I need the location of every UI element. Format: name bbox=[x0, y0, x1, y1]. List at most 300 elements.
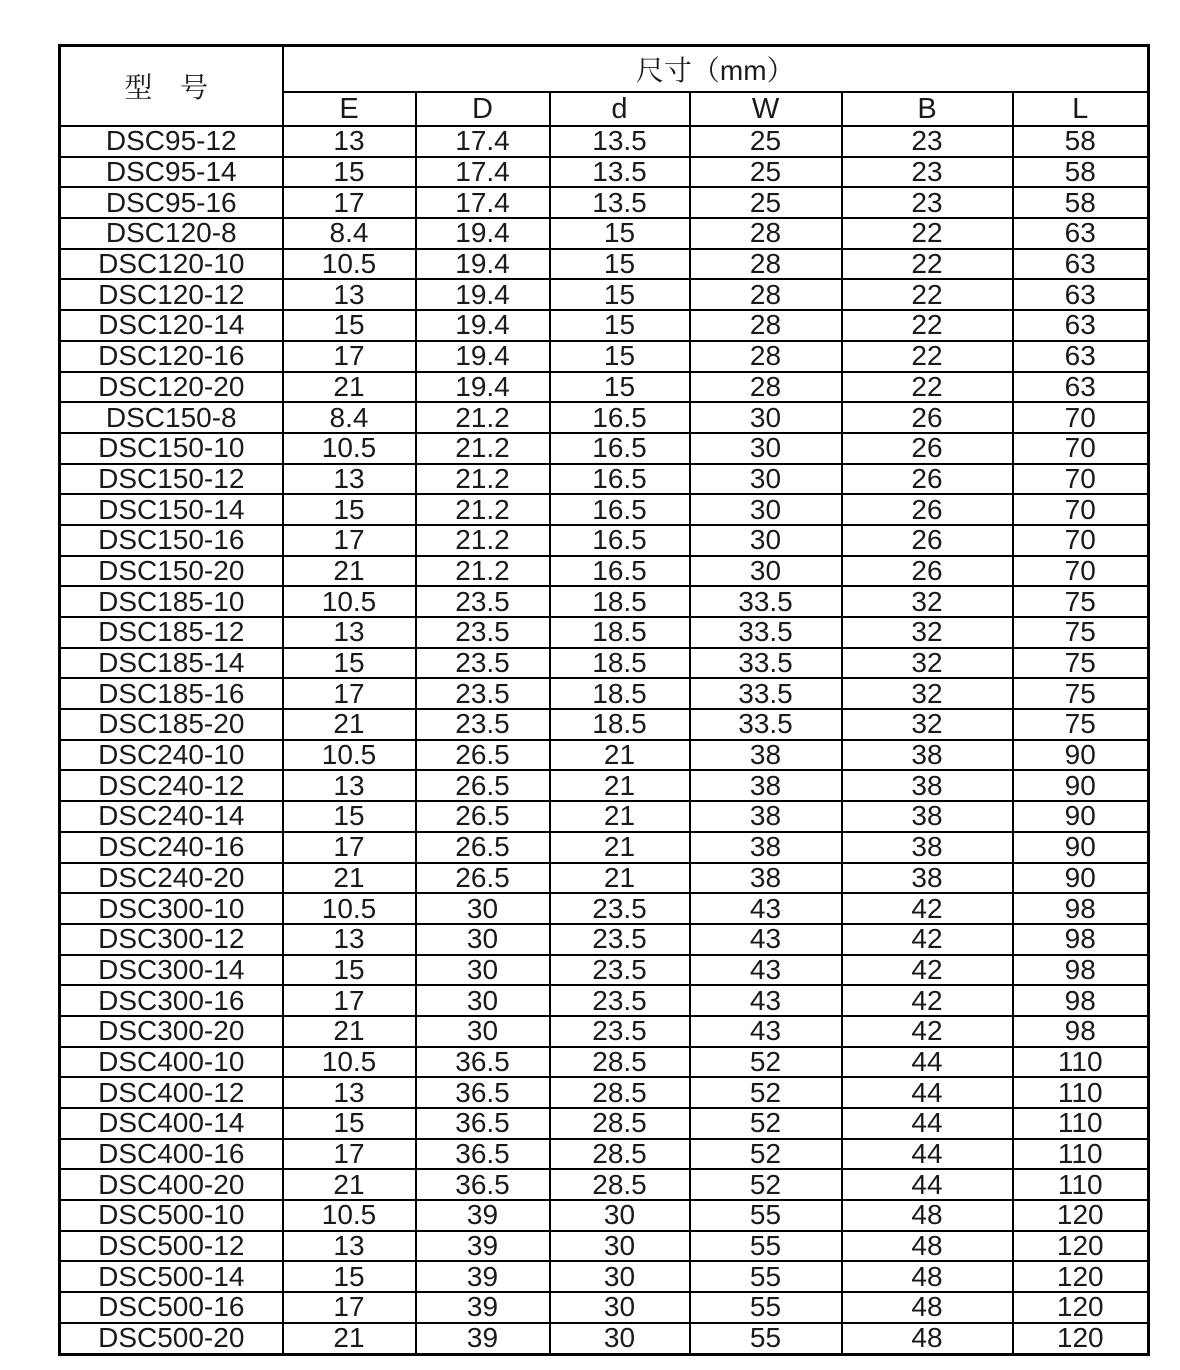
value-cell: 19.4 bbox=[416, 372, 550, 403]
value-cell: 19.4 bbox=[416, 218, 550, 249]
value-cell: 98 bbox=[1013, 924, 1149, 955]
value-cell: 43 bbox=[690, 985, 842, 1016]
value-cell: 22 bbox=[842, 279, 1013, 310]
table-row bbox=[60, 1169, 1149, 1200]
value-cell: 48 bbox=[842, 1323, 1013, 1354]
value-cell: 21 bbox=[283, 709, 416, 740]
model-cell: DSC95-14 bbox=[60, 157, 283, 188]
value-cell: 55 bbox=[690, 1323, 842, 1354]
value-cell: 55 bbox=[690, 1292, 842, 1323]
value-cell: 33.5 bbox=[690, 709, 842, 740]
value-cell: 70 bbox=[1013, 464, 1149, 495]
value-cell: 19.4 bbox=[416, 341, 550, 372]
value-cell: 22 bbox=[842, 341, 1013, 372]
spec-table-container bbox=[58, 44, 1150, 1356]
value-cell: 55 bbox=[690, 1200, 842, 1231]
value-cell: 13 bbox=[283, 924, 416, 955]
value-cell: 39 bbox=[416, 1261, 550, 1292]
model-cell: DSC240-16 bbox=[60, 832, 283, 863]
table-row bbox=[60, 1077, 1149, 1108]
value-cell: 15 bbox=[550, 218, 690, 249]
value-cell: 21 bbox=[283, 863, 416, 894]
model-cell: DSC500-14 bbox=[60, 1261, 283, 1292]
value-cell: 63 bbox=[1013, 279, 1149, 310]
value-cell: 38 bbox=[690, 863, 842, 894]
model-cell: DSC185-12 bbox=[60, 617, 283, 648]
model-cell: DSC300-20 bbox=[60, 1016, 283, 1047]
value-cell: 10.5 bbox=[283, 249, 416, 280]
value-cell: 21.2 bbox=[416, 433, 550, 464]
value-cell: 23.5 bbox=[416, 586, 550, 617]
value-cell: 16.5 bbox=[550, 525, 690, 556]
value-cell: 52 bbox=[690, 1047, 842, 1078]
value-cell: 19.4 bbox=[416, 310, 550, 341]
value-cell: 52 bbox=[690, 1108, 842, 1139]
table-row bbox=[60, 1047, 1149, 1078]
value-cell: 23.5 bbox=[416, 648, 550, 679]
table-row bbox=[60, 310, 1149, 341]
value-cell: 21.2 bbox=[416, 556, 550, 587]
value-cell: 28.5 bbox=[550, 1169, 690, 1200]
value-cell: 25 bbox=[690, 187, 842, 218]
model-cell: DSC300-16 bbox=[60, 985, 283, 1016]
table-row bbox=[60, 402, 1149, 433]
model-cell: DSC400-10 bbox=[60, 1047, 283, 1078]
table-row bbox=[60, 341, 1149, 372]
value-cell: 15 bbox=[283, 494, 416, 525]
model-cell: DSC500-20 bbox=[60, 1323, 283, 1354]
value-cell: 16.5 bbox=[550, 402, 690, 433]
value-cell: 13 bbox=[283, 464, 416, 495]
value-cell: 23.5 bbox=[416, 617, 550, 648]
value-cell: 38 bbox=[842, 770, 1013, 801]
model-cell: DSC240-14 bbox=[60, 801, 283, 832]
value-cell: 28.5 bbox=[550, 1047, 690, 1078]
table-row bbox=[60, 433, 1149, 464]
value-cell: 33.5 bbox=[690, 648, 842, 679]
value-cell: 16.5 bbox=[550, 556, 690, 587]
value-cell: 70 bbox=[1013, 402, 1149, 433]
value-cell: 10.5 bbox=[283, 740, 416, 771]
value-cell: 90 bbox=[1013, 801, 1149, 832]
value-cell: 15 bbox=[283, 955, 416, 986]
model-cell: DSC95-12 bbox=[60, 126, 283, 157]
value-cell: 48 bbox=[842, 1200, 1013, 1231]
value-cell: 26.5 bbox=[416, 770, 550, 801]
value-cell: 63 bbox=[1013, 372, 1149, 403]
value-cell: 15 bbox=[283, 1261, 416, 1292]
table-row bbox=[60, 556, 1149, 587]
value-cell: 10.5 bbox=[283, 433, 416, 464]
header-row-top bbox=[60, 46, 1149, 93]
value-cell: 58 bbox=[1013, 157, 1149, 188]
column-header-E: E bbox=[283, 92, 416, 126]
value-cell: 21.2 bbox=[416, 402, 550, 433]
value-cell: 38 bbox=[690, 801, 842, 832]
value-cell: 17 bbox=[283, 1139, 416, 1170]
value-cell: 52 bbox=[690, 1139, 842, 1170]
value-cell: 15 bbox=[283, 801, 416, 832]
value-cell: 10.5 bbox=[283, 1200, 416, 1231]
value-cell: 120 bbox=[1013, 1323, 1149, 1354]
column-header-B: B bbox=[842, 92, 1013, 126]
table-row bbox=[60, 157, 1149, 188]
table-row bbox=[60, 709, 1149, 740]
value-cell: 98 bbox=[1013, 985, 1149, 1016]
value-cell: 15 bbox=[283, 1108, 416, 1139]
table-row bbox=[60, 1200, 1149, 1231]
value-cell: 90 bbox=[1013, 740, 1149, 771]
value-cell: 43 bbox=[690, 893, 842, 924]
value-cell: 16.5 bbox=[550, 464, 690, 495]
model-cell: DSC400-16 bbox=[60, 1139, 283, 1170]
model-cell: DSC185-20 bbox=[60, 709, 283, 740]
value-cell: 26 bbox=[842, 494, 1013, 525]
value-cell: 63 bbox=[1013, 310, 1149, 341]
column-header-W: W bbox=[690, 92, 842, 126]
value-cell: 63 bbox=[1013, 341, 1149, 372]
value-cell: 21 bbox=[550, 801, 690, 832]
value-cell: 120 bbox=[1013, 1261, 1149, 1292]
value-cell: 17 bbox=[283, 187, 416, 218]
value-cell: 43 bbox=[690, 1016, 842, 1047]
value-cell: 15 bbox=[550, 341, 690, 372]
table-row bbox=[60, 924, 1149, 955]
value-cell: 75 bbox=[1013, 586, 1149, 617]
value-cell: 44 bbox=[842, 1108, 1013, 1139]
value-cell: 55 bbox=[690, 1231, 842, 1262]
value-cell: 13.5 bbox=[550, 157, 690, 188]
value-cell: 32 bbox=[842, 709, 1013, 740]
table-row bbox=[60, 1016, 1149, 1047]
table-row bbox=[60, 617, 1149, 648]
value-cell: 21 bbox=[550, 770, 690, 801]
value-cell: 30 bbox=[416, 893, 550, 924]
value-cell: 15 bbox=[283, 310, 416, 341]
model-cell: DSC300-10 bbox=[60, 893, 283, 924]
value-cell: 23.5 bbox=[550, 985, 690, 1016]
value-cell: 21 bbox=[550, 832, 690, 863]
table-row bbox=[60, 648, 1149, 679]
value-cell: 30 bbox=[690, 556, 842, 587]
dimensions-spec-table bbox=[58, 44, 1150, 1356]
value-cell: 33.5 bbox=[690, 678, 842, 709]
model-cell: DSC240-20 bbox=[60, 863, 283, 894]
value-cell: 48 bbox=[842, 1261, 1013, 1292]
value-cell: 17 bbox=[283, 985, 416, 1016]
value-cell: 18.5 bbox=[550, 709, 690, 740]
value-cell: 10.5 bbox=[283, 586, 416, 617]
value-cell: 19.4 bbox=[416, 249, 550, 280]
table-row bbox=[60, 372, 1149, 403]
value-cell: 63 bbox=[1013, 218, 1149, 249]
value-cell: 21.2 bbox=[416, 464, 550, 495]
table-row bbox=[60, 1139, 1149, 1170]
value-cell: 22 bbox=[842, 249, 1013, 280]
model-cell: DSC120-14 bbox=[60, 310, 283, 341]
value-cell: 75 bbox=[1013, 648, 1149, 679]
model-cell: DSC150-10 bbox=[60, 433, 283, 464]
value-cell: 90 bbox=[1013, 863, 1149, 894]
table-row bbox=[60, 740, 1149, 771]
model-cell: DSC95-16 bbox=[60, 187, 283, 218]
table-row bbox=[60, 1231, 1149, 1262]
value-cell: 23.5 bbox=[550, 955, 690, 986]
table-row bbox=[60, 863, 1149, 894]
value-cell: 63 bbox=[1013, 249, 1149, 280]
table-row bbox=[60, 249, 1149, 280]
value-cell: 26 bbox=[842, 464, 1013, 495]
value-cell: 25 bbox=[690, 157, 842, 188]
value-cell: 8.4 bbox=[283, 218, 416, 249]
table-row bbox=[60, 279, 1149, 310]
table-row bbox=[60, 494, 1149, 525]
value-cell: 43 bbox=[690, 955, 842, 986]
value-cell: 10.5 bbox=[283, 893, 416, 924]
value-cell: 26.5 bbox=[416, 832, 550, 863]
value-cell: 30 bbox=[690, 525, 842, 556]
value-cell: 30 bbox=[550, 1323, 690, 1354]
value-cell: 21.2 bbox=[416, 494, 550, 525]
model-cell: DSC150-16 bbox=[60, 525, 283, 556]
model-cell: DSC300-14 bbox=[60, 955, 283, 986]
table-row bbox=[60, 1292, 1149, 1323]
value-cell: 19.4 bbox=[416, 279, 550, 310]
value-cell: 28 bbox=[690, 279, 842, 310]
value-cell: 30 bbox=[550, 1231, 690, 1262]
dimensions-span-header: 尺寸（mm） bbox=[283, 46, 1149, 93]
value-cell: 13.5 bbox=[550, 126, 690, 157]
table-row bbox=[60, 1323, 1149, 1354]
value-cell: 15 bbox=[283, 157, 416, 188]
value-cell: 39 bbox=[416, 1200, 550, 1231]
table-body bbox=[60, 126, 1149, 1354]
value-cell: 58 bbox=[1013, 126, 1149, 157]
value-cell: 42 bbox=[842, 985, 1013, 1016]
value-cell: 28 bbox=[690, 310, 842, 341]
value-cell: 13 bbox=[283, 1077, 416, 1108]
value-cell: 13.5 bbox=[550, 187, 690, 218]
value-cell: 26.5 bbox=[416, 740, 550, 771]
value-cell: 38 bbox=[842, 832, 1013, 863]
value-cell: 17 bbox=[283, 525, 416, 556]
value-cell: 30 bbox=[416, 1016, 550, 1047]
value-cell: 28.5 bbox=[550, 1139, 690, 1170]
model-cell: DSC120-12 bbox=[60, 279, 283, 310]
value-cell: 38 bbox=[842, 863, 1013, 894]
value-cell: 17.4 bbox=[416, 157, 550, 188]
value-cell: 21 bbox=[550, 863, 690, 894]
value-cell: 55 bbox=[690, 1261, 842, 1292]
model-cell: DSC120-20 bbox=[60, 372, 283, 403]
value-cell: 98 bbox=[1013, 955, 1149, 986]
value-cell: 28 bbox=[690, 341, 842, 372]
table-row bbox=[60, 187, 1149, 218]
value-cell: 36.5 bbox=[416, 1108, 550, 1139]
value-cell: 13 bbox=[283, 1231, 416, 1262]
model-cell: DSC500-12 bbox=[60, 1231, 283, 1262]
value-cell: 38 bbox=[842, 801, 1013, 832]
value-cell: 90 bbox=[1013, 770, 1149, 801]
value-cell: 42 bbox=[842, 1016, 1013, 1047]
value-cell: 23 bbox=[842, 187, 1013, 218]
value-cell: 17 bbox=[283, 678, 416, 709]
model-cell: DSC120-16 bbox=[60, 341, 283, 372]
model-cell: DSC150-8 bbox=[60, 402, 283, 433]
value-cell: 28.5 bbox=[550, 1108, 690, 1139]
column-header-D: D bbox=[416, 92, 550, 126]
value-cell: 98 bbox=[1013, 1016, 1149, 1047]
value-cell: 17.4 bbox=[416, 187, 550, 218]
table-row bbox=[60, 801, 1149, 832]
value-cell: 70 bbox=[1013, 433, 1149, 464]
value-cell: 33.5 bbox=[690, 617, 842, 648]
value-cell: 39 bbox=[416, 1323, 550, 1354]
value-cell: 28 bbox=[690, 372, 842, 403]
value-cell: 23 bbox=[842, 157, 1013, 188]
value-cell: 36.5 bbox=[416, 1169, 550, 1200]
value-cell: 38 bbox=[690, 770, 842, 801]
model-cell: DSC120-10 bbox=[60, 249, 283, 280]
value-cell: 36.5 bbox=[416, 1077, 550, 1108]
value-cell: 25 bbox=[690, 126, 842, 157]
value-cell: 8.4 bbox=[283, 402, 416, 433]
table-row bbox=[60, 832, 1149, 863]
value-cell: 120 bbox=[1013, 1200, 1149, 1231]
column-header-d: d bbox=[550, 92, 690, 126]
table-row bbox=[60, 218, 1149, 249]
value-cell: 38 bbox=[690, 740, 842, 771]
value-cell: 30 bbox=[550, 1200, 690, 1231]
value-cell: 42 bbox=[842, 924, 1013, 955]
table-row bbox=[60, 1261, 1149, 1292]
value-cell: 39 bbox=[416, 1231, 550, 1262]
value-cell: 21 bbox=[550, 740, 690, 771]
value-cell: 32 bbox=[842, 586, 1013, 617]
value-cell: 30 bbox=[690, 433, 842, 464]
model-cell: DSC400-20 bbox=[60, 1169, 283, 1200]
value-cell: 30 bbox=[550, 1261, 690, 1292]
model-column-header: 型 号 bbox=[60, 46, 283, 127]
value-cell: 28 bbox=[690, 249, 842, 280]
value-cell: 23.5 bbox=[416, 678, 550, 709]
model-cell: DSC240-12 bbox=[60, 770, 283, 801]
model-cell: DSC120-8 bbox=[60, 218, 283, 249]
value-cell: 21 bbox=[283, 1016, 416, 1047]
model-cell: DSC185-14 bbox=[60, 648, 283, 679]
value-cell: 36.5 bbox=[416, 1139, 550, 1170]
value-cell: 90 bbox=[1013, 832, 1149, 863]
value-cell: 17.4 bbox=[416, 126, 550, 157]
value-cell: 13 bbox=[283, 617, 416, 648]
value-cell: 38 bbox=[690, 832, 842, 863]
model-cell: DSC150-20 bbox=[60, 556, 283, 587]
model-cell: DSC400-12 bbox=[60, 1077, 283, 1108]
model-cell: DSC150-12 bbox=[60, 464, 283, 495]
value-cell: 110 bbox=[1013, 1077, 1149, 1108]
value-cell: 30 bbox=[550, 1292, 690, 1323]
value-cell: 26 bbox=[842, 402, 1013, 433]
value-cell: 30 bbox=[416, 924, 550, 955]
value-cell: 16.5 bbox=[550, 433, 690, 464]
value-cell: 42 bbox=[842, 955, 1013, 986]
model-cell: DSC185-10 bbox=[60, 586, 283, 617]
value-cell: 44 bbox=[842, 1139, 1013, 1170]
value-cell: 15 bbox=[283, 648, 416, 679]
column-header-L: L bbox=[1013, 92, 1149, 126]
value-cell: 70 bbox=[1013, 525, 1149, 556]
value-cell: 13 bbox=[283, 279, 416, 310]
value-cell: 75 bbox=[1013, 709, 1149, 740]
value-cell: 30 bbox=[690, 464, 842, 495]
value-cell: 17 bbox=[283, 1292, 416, 1323]
value-cell: 110 bbox=[1013, 1047, 1149, 1078]
value-cell: 22 bbox=[842, 372, 1013, 403]
value-cell: 23.5 bbox=[550, 893, 690, 924]
model-cell: DSC500-10 bbox=[60, 1200, 283, 1231]
value-cell: 26 bbox=[842, 556, 1013, 587]
value-cell: 26.5 bbox=[416, 863, 550, 894]
value-cell: 42 bbox=[842, 893, 1013, 924]
value-cell: 70 bbox=[1013, 494, 1149, 525]
model-cell: DSC500-16 bbox=[60, 1292, 283, 1323]
value-cell: 21 bbox=[283, 1323, 416, 1354]
model-cell: DSC300-12 bbox=[60, 924, 283, 955]
value-cell: 22 bbox=[842, 218, 1013, 249]
value-cell: 17 bbox=[283, 832, 416, 863]
table-row bbox=[60, 955, 1149, 986]
value-cell: 15 bbox=[550, 279, 690, 310]
value-cell: 33.5 bbox=[690, 586, 842, 617]
value-cell: 21 bbox=[283, 556, 416, 587]
value-cell: 43 bbox=[690, 924, 842, 955]
value-cell: 16.5 bbox=[550, 494, 690, 525]
value-cell: 23 bbox=[842, 126, 1013, 157]
value-cell: 48 bbox=[842, 1292, 1013, 1323]
value-cell: 21 bbox=[283, 1169, 416, 1200]
table-row bbox=[60, 893, 1149, 924]
value-cell: 30 bbox=[690, 402, 842, 433]
table-row bbox=[60, 985, 1149, 1016]
value-cell: 23.5 bbox=[550, 1016, 690, 1047]
table-row bbox=[60, 678, 1149, 709]
table-row bbox=[60, 1108, 1149, 1139]
value-cell: 32 bbox=[842, 678, 1013, 709]
table-row bbox=[60, 770, 1149, 801]
value-cell: 18.5 bbox=[550, 617, 690, 648]
value-cell: 110 bbox=[1013, 1169, 1149, 1200]
value-cell: 52 bbox=[690, 1169, 842, 1200]
value-cell: 70 bbox=[1013, 556, 1149, 587]
value-cell: 18.5 bbox=[550, 678, 690, 709]
table-header bbox=[60, 46, 1149, 127]
model-cell: DSC185-16 bbox=[60, 678, 283, 709]
value-cell: 30 bbox=[416, 955, 550, 986]
value-cell: 120 bbox=[1013, 1231, 1149, 1262]
value-cell: 22 bbox=[842, 310, 1013, 341]
model-cell: DSC240-10 bbox=[60, 740, 283, 771]
value-cell: 21.2 bbox=[416, 525, 550, 556]
value-cell: 26.5 bbox=[416, 801, 550, 832]
table-row bbox=[60, 126, 1149, 157]
value-cell: 13 bbox=[283, 770, 416, 801]
value-cell: 21 bbox=[283, 372, 416, 403]
value-cell: 32 bbox=[842, 617, 1013, 648]
value-cell: 110 bbox=[1013, 1108, 1149, 1139]
value-cell: 36.5 bbox=[416, 1047, 550, 1078]
value-cell: 44 bbox=[842, 1077, 1013, 1108]
value-cell: 52 bbox=[690, 1077, 842, 1108]
